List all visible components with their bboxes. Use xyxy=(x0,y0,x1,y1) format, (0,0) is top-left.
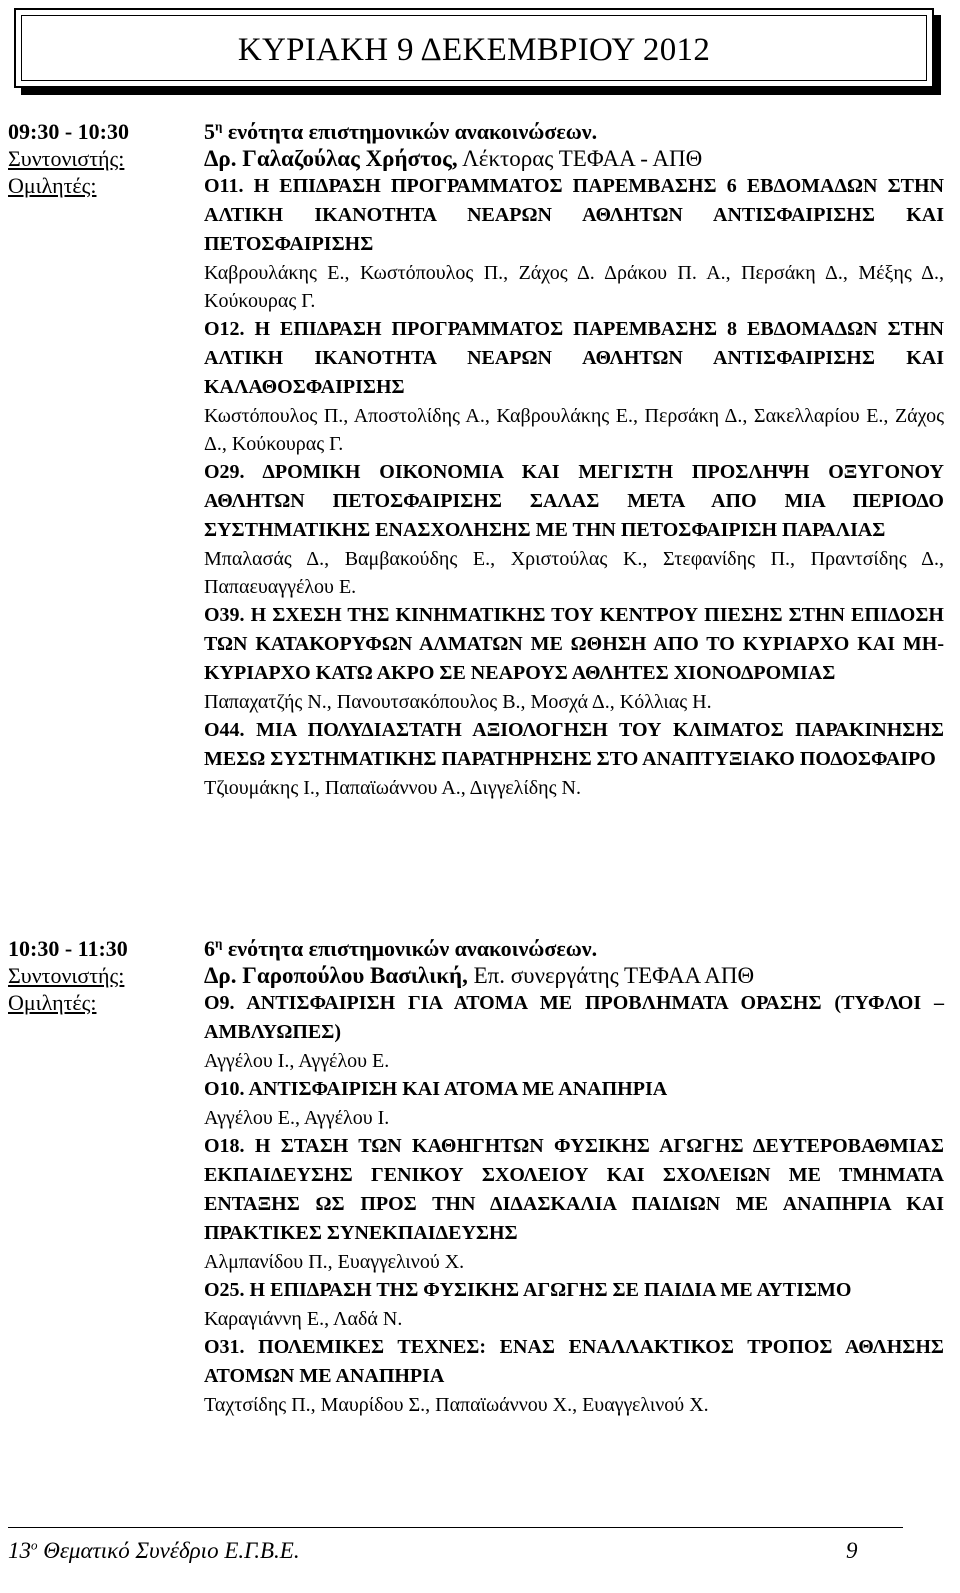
talk-authors: Μπαλασάς Δ., Βαμβακούδης Ε., Χριστούλας Κ., Στεφανίδης Π., Πραντσίδης Δ., Παπαευαγγέλου Ε. xyxy=(204,548,944,598)
talk-title: Ο11. Η ΕΠΙΔΡΑΣΗ ΠΡΟΓΡΑΜΜΑΤΟΣ ΠΑΡΕΜΒΑΣΗΣ 6 ΕΒΔΟΜΑΔΩΝ ΣΤΗΝ ΑΛΤΙΚΗ ΙΚΑΝΟΤΗΤΑ ΝΕΑΡΩΝ ΑΘΛΗΤΩΝ ΑΝΤΙΣΦΑΙΡΙΣΗΣ ΚΑΙ ΠΕΤΟΣΦΑΙΡΙΣΗΣ xyxy=(204,175,944,255)
talk-title: Ο39. Η ΣΧΕΣΗ ΤΗΣ ΚΙΝΗΜΑΤΙΚΗΣ ΤΟΥ ΚΕΝΤΡΟΥ ΠΙΕΣΗΣ ΣΤΗΝ ΕΠΙΔΟΣΗ ΤΩΝ ΚΑΤΑΚΟΡΥΦΩΝ ΑΛΜΑΤΩΝ ΜΕ ΩΘΗΣΗ ΑΠΟ ΤΟ ΚΥΡΙΑΡΧΟ ΚΑΙ ΜΗ-ΚΥΡΙΑΡΧΟ ΚΑΤΩ ΑΚΡΟ ΣΕ ΝΕΑΡΟΥΣ ΑΘΛΗΤΕΣ ΧΙΟΝΟΔΡΟΜΙΑΣ xyxy=(204,604,944,684)
session-time: 10:30 - 11:30 xyxy=(8,936,128,961)
talk-title: Ο12. Η ΕΠΙΔΡΑΣΗ ΠΡΟΓΡΑΜΜΑΤΟΣ ΠΑΡΕΜΒΑΣΗΣ 8 ΕΒΔΟΜΑΔΩΝ ΣΤΗΝ ΑΛΤΙΚΗ ΙΚΑΝΟΤΗΤΑ ΝΕΑΡΩΝ ΑΘΛΗΤΩΝ ΑΝΤΙΣΦΑΙΡΙΣΗΣ ΚΑΙ ΚΑΛΑΘΟΣΦΑΙΡΙΣΗΣ xyxy=(204,318,944,398)
talk-title: Ο18. Η ΣΤΑΣΗ ΤΩΝ ΚΑΘΗΓΗΤΩΝ ΦΥΣΙΚΗΣ ΑΓΩΓΗΣ ΔΕΥΤΕΡΟΒΑΘΜΙΑΣ ΕΚΠΑΙΔΕΥΣΗΣ ΓΕΝΙΚΟΥ ΣΧΟΛΕΙΟΥ ΚΑΙ ΣΧΟΛΕΙΩΝ ΜΕ ΤΜΗΜΑΤΑ ΕΝΤΑΞΗΣ ΩΣ ΠΡΟΣ ΤΗΝ ΔΙΔΑΣΚΑΛΙΑ ΠΑΙΔΙΩΝ ΜΕ ΑΝΑΠΗΡΙΑ ΚΑΙ ΠΡΑΚΤΙΚΕΣ ΣΥΝΕΚΠΑΙΔΕΥΣΗΣ xyxy=(204,1135,944,1244)
talk-list xyxy=(204,989,944,1419)
talk-authors: Αγγέλου Ε., Αγγέλου Ι. xyxy=(204,1107,390,1129)
talk-authors: Αλμπανίδου Π., Ευαγγελινού Χ. xyxy=(204,1251,465,1273)
session-block xyxy=(8,935,944,1419)
talk-authors: Ταχτσίδης Π., Μαυρίδου Σ., Παπαϊωάννου Χ., Ευαγγελινού Χ. xyxy=(204,1394,709,1416)
session-title: $5^\eta$ ενότητα επιστημονικών ανακοινώσεων. xyxy=(204,118,598,144)
talk-title: Ο25. Η ΕΠΙΔΡΑΣΗ ΤΗΣ ΦΥΣΙΚΗΣ ΑΓΩΓΗΣ ΣΕ ΠΑΙΔΙΑ ΜΕ ΑΥΤΙΣΜΟ xyxy=(204,1279,852,1301)
session-block xyxy=(8,118,944,802)
chair-label: Συντονιστής: xyxy=(8,146,125,171)
page-header-box xyxy=(14,8,934,88)
footer-rule xyxy=(8,1527,903,1528)
chair-label: Συντονιστής: xyxy=(8,963,125,988)
talk-authors: Τζιουμάκης Ι., Παπαϊωάννου Α., Διγγελίδης Ν. xyxy=(204,777,581,799)
session-title: $6^\eta$ ενότητα επιστημονικών ανακοινώσεων. xyxy=(204,935,598,961)
talk-title: Ο44. ΜΙΑ ΠΟΛΥΔΙΑΣΤΑΤΗ ΑΞΙΟΛΟΓΗΣΗ ΤΟΥ ΚΛΙΜΑΤΟΣ ΠΑΡΑΚΙΝΗΣΗΣ ΜΕΣΩ ΣΥΣΤΗΜΑΤΙΚΗΣ ΠΑΡΑΤΗΡΗΣΗΣ ΣΤΟ ΑΝΑΠΤΥΞΙΑΚΟ ΠΟΔΟΣΦΑΙΡΟ xyxy=(204,719,944,770)
page-title: ΚΥΡΙΑΚΗ 9 ΔΕΚΕΜΒΡΙΟΥ 2012 xyxy=(237,32,711,68)
talk-authors: Παπαχατζής Ν., Πανουτσακόπουλος Β., Μοσχά Δ., Κόλλιας Η. xyxy=(204,691,712,713)
talk-title: Ο29. ΔΡΟΜΙΚΗ ΟΙΚΟΝΟΜΙΑ ΚΑΙ ΜΕΓΙΣΤΗ ΠΡΟΣΛΗΨΗ ΟΞΥΓΟΝΟΥ ΑΘΛΗΤΩΝ ΠΕΤΟΣΦΑΙΡΙΣΗΣ ΣΑΛΑΣ ΜΕΤΑ ΑΠΟ ΜΙΑ ΠΕΡΙΟΔΟ ΣΥΣΤΗΜΑΤΙΚΗΣ ΕΝΑΣΧΟΛΗΣΗΣ ΜΕ ΤΗΝ ΠΕΤΟΣΦΑΙΡΙΣΗ ΠΑΡΑΛΙΑΣ xyxy=(204,461,944,541)
session-chair: Δρ. Γαλαζούλας Χρήστος, Λέκτορας ΤΕΦΑΑ - ΑΠΘ xyxy=(204,146,703,171)
talk-list xyxy=(204,172,944,802)
talk-authors: Κωστόπουλος Π., Αποστολίδης Α., Καβρουλάκης Ε., Περσάκη Δ., Σακελλαρίου Ε., Ζάχος Δ., Κούκουρας Γ. xyxy=(204,405,944,455)
talk-title: Ο10. ΑΝΤΙΣΦΑΙΡΙΣΗ ΚΑΙ ΑΤΟΜΑ ΜΕ ΑΝΑΠΗΡΙΑ xyxy=(204,1078,668,1100)
talk-title: Ο31. ΠΟΛΕΜΙΚΕΣ ΤΕΧΝΕΣ: ΕΝΑΣ ΕΝΑΛΛΑΚΤΙΚΟΣ ΤΡΟΠΟΣ ΑΘΛΗΣΗΣ ΑΤΟΜΩΝ ΜΕ ΑΝΑΠΗΡΙΑ xyxy=(204,1336,944,1387)
speakers-label: Ομιλητές: xyxy=(8,173,97,198)
talk-authors: Καβρουλάκης Ε., Κωστόπουλος Π., Ζάχος Δ. Δράκου Π. Α., Περσάκη Δ., Μέξης Δ., Κούκουρας Γ. xyxy=(204,262,944,312)
session-time: 09:30 - 10:30 xyxy=(8,119,129,144)
footer-conference: $13^o$ Θεματικό Συνέδριο Ε.Γ.Β.Ε. xyxy=(8,1537,300,1563)
talk-authors: Καραγιάννη Ε., Λαδά Ν. xyxy=(204,1308,403,1330)
talk-authors: Αγγέλου Ι., Αγγέλου Ε. xyxy=(204,1050,390,1072)
page-number: 9 xyxy=(846,1538,858,1563)
talk-title: Ο9. ΑΝΤΙΣΦΑΙΡΙΣΗ ΓΙΑ ΑΤΟΜΑ ΜΕ ΠΡΟΒΛΗΜΑΤΑ ΟΡΑΣΗΣ (ΤΥΦΛΟΙ – ΑΜΒΛΥΩΠΕΣ) xyxy=(204,992,944,1043)
session-chair: Δρ. Γαροπούλου Βασιλική, Επ. συνεργάτης ΤΕΦΑΑ ΑΠΘ xyxy=(204,963,755,988)
speakers-label: Ομιλητές: xyxy=(8,990,97,1015)
